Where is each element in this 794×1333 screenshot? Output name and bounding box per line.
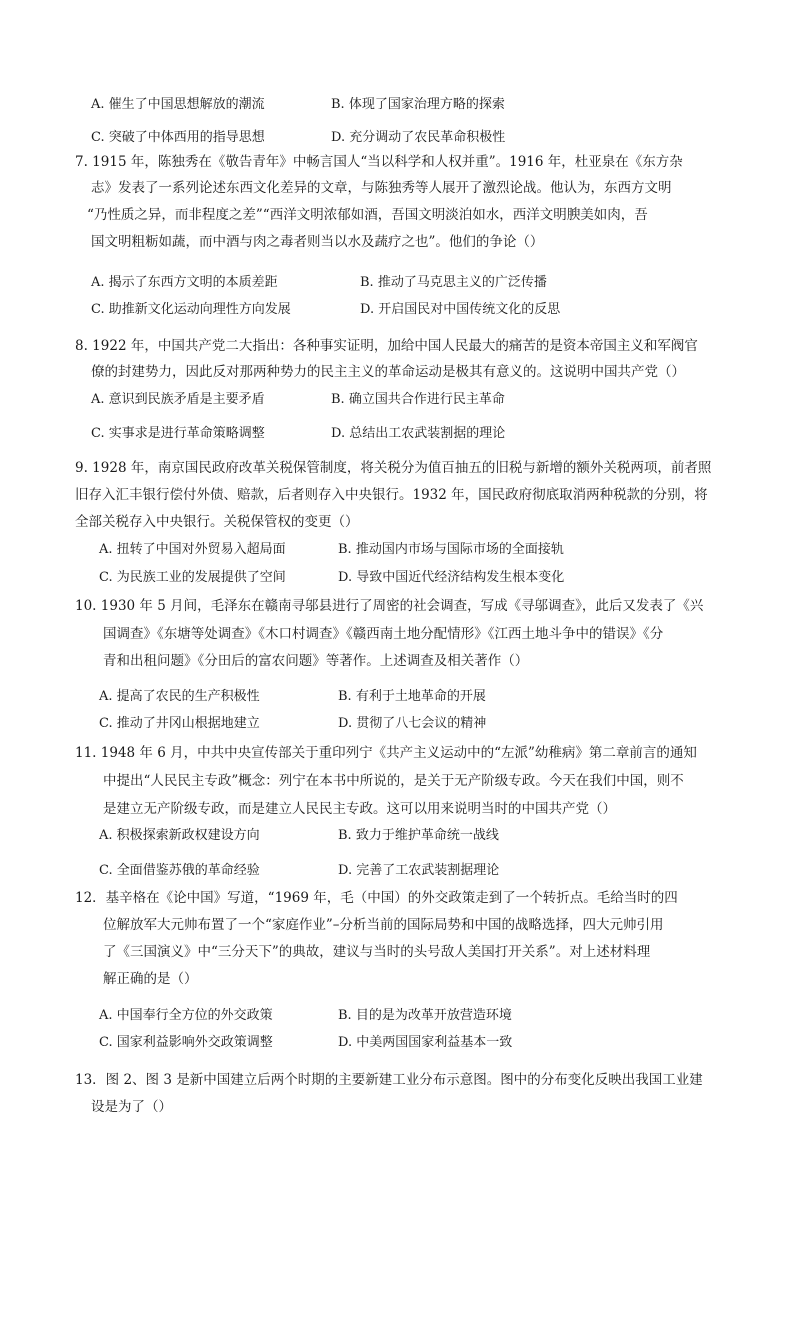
q12-option-d: D. 中美两国国家利益基本一致 bbox=[338, 1035, 513, 1050]
q9-stem-line: 旧存入汇丰银行偿付外债、赔款，后者则存入中央银行。1932 年，国民政府彻底取消两种税款的分别，将 bbox=[75, 487, 708, 503]
q8-option-d: D. 总结出工农武装割据的理论 bbox=[331, 426, 506, 441]
q7-stem-line: 7. 1915 年，陈独秀在《敬告青年》中畅言国人“当以科学和人权并重”。1916 年，杜亚泉在《东方杂 bbox=[75, 154, 683, 170]
q7-stem-line: 志》发表了一系列论述东西文化差异的文章，与陈独秀等人展开了激烈论战。他认为，东西方文明 bbox=[91, 180, 672, 196]
q7-option-b: B. 推动了马克思主义的广泛传播 bbox=[360, 275, 547, 290]
q9-option-d: D. 导致中国近代经济结构发生根本变化 bbox=[338, 570, 565, 585]
q9-option-c: C. 为民族工业的发展提供了空间 bbox=[99, 570, 286, 585]
q7-option-d: D. 开启国民对中国传统文化的反思 bbox=[360, 302, 561, 317]
q12-stem-line: 解正确的是（） bbox=[103, 971, 198, 987]
q10-stem-line: 青和出租问题》《分田后的富农问题》等著作。上述调查及相关著作（） bbox=[103, 653, 529, 669]
q11-option-b: B. 致力于维护革命统一战线 bbox=[338, 828, 499, 843]
q12-option-c: C. 国家利益影响外交政策调整 bbox=[99, 1035, 273, 1050]
q6-option-a: A. 催生了中国思想解放的潮流 bbox=[91, 97, 265, 112]
q11-option-d: D. 完善了工农武装割据理论 bbox=[338, 863, 500, 878]
q11-option-a: A. 积极探索新政权建设方向 bbox=[99, 828, 260, 843]
q6-option-b: B. 体现了国家治理方略的探索 bbox=[331, 97, 505, 112]
q8-option-c: C. 实事求是进行革命策略调整 bbox=[91, 426, 265, 441]
q7-stem-line: 国文明粗粝如蔬，而中酒与肉之毒者则当以水及蔬疗之也”。他们的争论（） bbox=[91, 234, 544, 250]
q9-option-a: A. 扭转了中国对外贸易入超局面 bbox=[99, 542, 286, 557]
q6-option-d: D. 充分调动了农民革命积极性 bbox=[331, 130, 506, 145]
q13-stem-line: 13．图 2、图 3 是新中国建立后两个时期的主要新建工业分布示意图。图中的分布变化反映出我国工业建 bbox=[75, 1072, 703, 1088]
q12-stem-line: 位解放军大元帅布置了一个“家庭作业”–分析当前的国际局势和中国的战略选择，四大元帅引用 bbox=[103, 917, 664, 933]
q10-option-d: D. 贯彻了八七会议的精神 bbox=[338, 716, 487, 731]
q10-option-c: C. 推动了井冈山根据地建立 bbox=[99, 716, 260, 731]
q12-stem-line: 12．基辛格在《论中国》写道，“1969 年，毛（中国）的外交政策走到了一个转折点。毛给当时的四 bbox=[75, 890, 678, 906]
q11-option-c: C. 全面借鉴苏俄的革命经验 bbox=[99, 863, 260, 878]
q10-stem-line: 国调查》《东塘等处调查》《木口村调查》《赣西南土地分配情形》《江西土地斗争中的错误》《分 bbox=[103, 626, 664, 642]
q7-stem-line: “乃性质之异，而非程度之差”“西洋文明浓郁如酒，吾国文明淡泊如水，西洋文明腴美如肉，吾 bbox=[87, 207, 648, 223]
q10-stem-line: 10. 1930 年 5 月间，毛泽东在赣南寻邬县进行了周密的社会调查，写成《寻邬调查》，此后又发表了《兴 bbox=[75, 598, 704, 614]
q8-option-b: B. 确立国共合作进行民主革命 bbox=[331, 392, 505, 407]
q8-option-a: A. 意识到民族矛盾是主要矛盾 bbox=[91, 392, 265, 407]
q9-option-b: B. 推动国内市场与国际市场的全面接轨 bbox=[338, 542, 564, 557]
q11-stem-line: 11. 1948 年 6 月，中共中央宣传部关于重印列宁《共产主义运动中的“左派”幼稚病》第二章前言的通知 bbox=[75, 745, 697, 761]
q10-option-b: B. 有利于土地革命的开展 bbox=[338, 689, 486, 704]
q9-stem-line: 9. 1928 年，南京国民政府改革关税保管制度，将关税分为值百抽五的旧税与新增的额外关税两项，前者照 bbox=[75, 460, 712, 476]
q13-stem-line: 设是为了（） bbox=[91, 1099, 172, 1115]
q7-option-a: A. 揭示了东西方文明的本质差距 bbox=[91, 275, 278, 290]
q7-option-c: C. 助推新文化运动向理性方向发展 bbox=[91, 302, 291, 317]
q12-stem-line: 了《三国演义》中“三分天下”的典故，建议与当时的头号敌人美国打开关系”。对上述材料理 bbox=[103, 944, 651, 960]
q9-stem-line: 全部关税存入中央银行。关税保管权的变更（） bbox=[75, 514, 359, 530]
q6-option-c: C. 突破了中体西用的指导思想 bbox=[91, 130, 265, 145]
q10-option-a: A. 提高了农民的生产积极性 bbox=[99, 689, 260, 704]
q8-stem-line: 8. 1922 年，中国共产党二大指出：各种事实证明，加给中国人民最大的痛苦的是资本帝国主义和军阀官 bbox=[75, 338, 698, 354]
q8-stem-line: 僚的封建势力，因此反对那两种势力的民主主义的革命运动是极其有意义的。这说明中国共产党（） bbox=[91, 364, 685, 380]
q11-stem-line: 是建立无产阶级专政，而是建立人民民主专政。这可以用来说明当时的中国共产党（） bbox=[103, 801, 616, 817]
q12-option-a: A. 中国奉行全方位的外交政策 bbox=[99, 1008, 273, 1023]
q11-stem-line: 中提出“人民民主专政”概念：列宁在本书中所说的，是关于无产阶级专政。今天在我们中国，则不 bbox=[103, 773, 684, 789]
q12-option-b: B. 目的是为改革开放营造环境 bbox=[338, 1008, 512, 1023]
